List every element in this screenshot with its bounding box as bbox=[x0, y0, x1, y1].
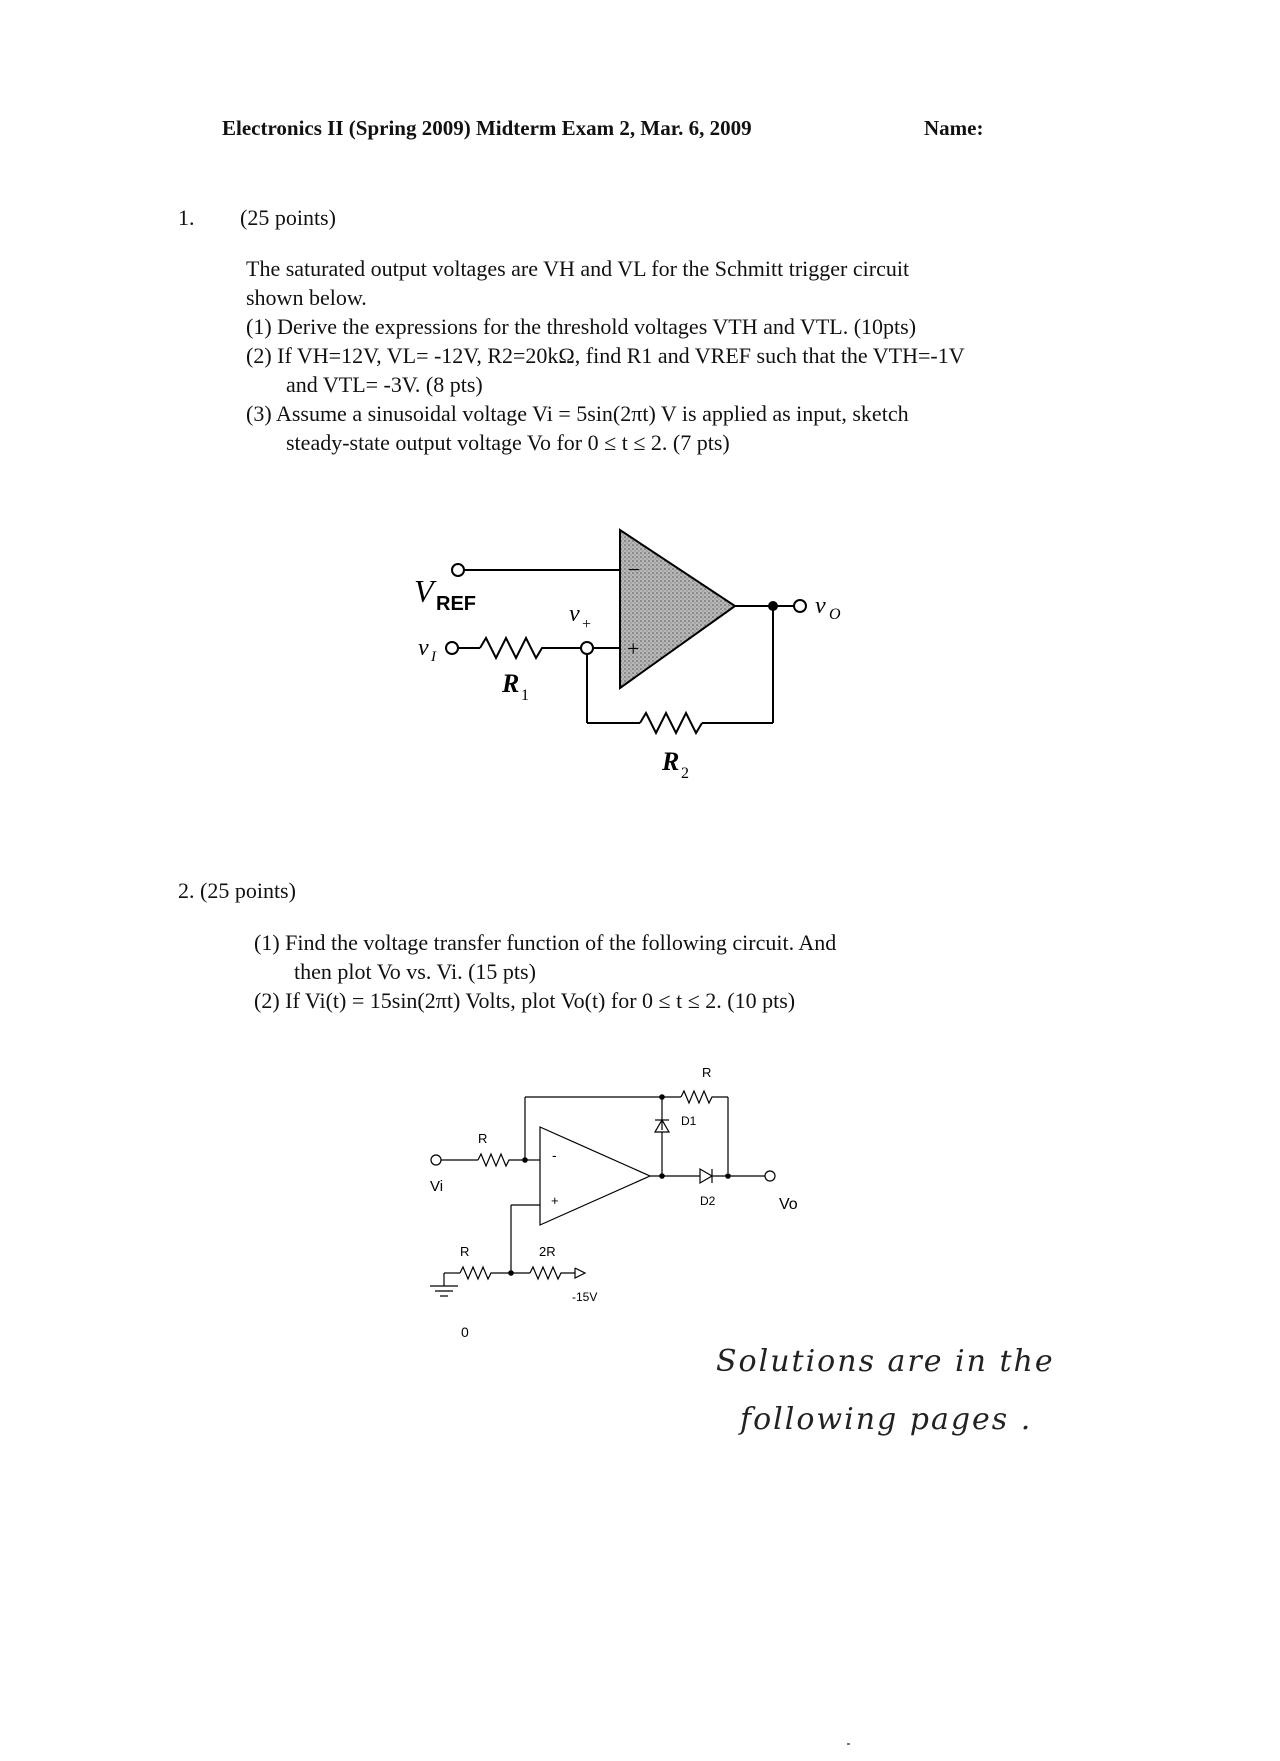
q1-number: 1. bbox=[178, 205, 195, 230]
q1-line: (1) Derive the expressions for the threshold voltages VTH and VTL. (10pts) bbox=[246, 314, 917, 339]
q1-line: shown below. bbox=[246, 285, 367, 310]
r-bottom-resistor bbox=[460, 1267, 511, 1279]
d2-label: D2 bbox=[700, 1194, 716, 1208]
vi2-label: Vi bbox=[430, 1178, 444, 1195]
r-2r-resistor bbox=[530, 1267, 575, 1279]
r2-label: R bbox=[662, 747, 680, 776]
vi-subscript: I bbox=[431, 649, 436, 665]
neg-supply-label: -15V bbox=[572, 1290, 598, 1304]
q1-line: (2) If VH=12V, VL= -12V, R2=20kΩ, find R1 and VREF such that the VTH=-1V bbox=[246, 343, 965, 368]
q2-heading: 2. (25 points) bbox=[178, 878, 296, 903]
d2-diode bbox=[700, 1169, 712, 1183]
r1-subscript: 1 bbox=[521, 687, 529, 704]
vo-subscript: O bbox=[829, 606, 841, 623]
vo-label: v bbox=[815, 593, 826, 619]
q1-points: (25 points) bbox=[240, 205, 336, 230]
exam-title: Electronics II (Spring 2009) Midterm Exam 2, Mar. 6, 2009 bbox=[222, 116, 752, 140]
r-in-label: R bbox=[478, 1131, 488, 1146]
handwritten-note-line2: following pages . bbox=[740, 1402, 1033, 1437]
vi-label: v bbox=[418, 635, 429, 661]
q2-line: (2) If Vi(t) = 15sin(2πt) Volts, plot Vo(t) for 0 ≤ t ≤ 2. (10 pts) bbox=[254, 988, 796, 1013]
opamp2-minus-sign: - bbox=[552, 1147, 557, 1163]
q1-line: and VTL= -3V. (8 pts) bbox=[286, 372, 483, 397]
vi2-terminal bbox=[431, 1155, 441, 1165]
opamp-plus-sign: + bbox=[627, 636, 640, 661]
opamp2-plus-sign: + bbox=[551, 1193, 559, 1208]
q1-line: (3) Assume a sinusoidal voltage Vi = 5sin(2πt) V is applied as input, sketch bbox=[246, 401, 909, 426]
q2-line: (1) Find the voltage transfer function of the following circuit. And bbox=[254, 930, 837, 955]
scan-speck bbox=[847, 1743, 850, 1745]
r-2r-label: 2R bbox=[539, 1244, 556, 1259]
vo2-terminal bbox=[765, 1171, 775, 1181]
r-top-label: R bbox=[702, 1065, 712, 1080]
vplus-subscript: + bbox=[582, 616, 592, 633]
opamp2-triangle bbox=[540, 1127, 650, 1225]
r1-label: R bbox=[502, 669, 520, 698]
r2-subscript: 2 bbox=[681, 765, 689, 782]
r-bottom-label: R bbox=[460, 1244, 470, 1259]
vplus-label: v bbox=[569, 601, 580, 627]
r-top-resistor bbox=[681, 1091, 728, 1103]
vo2-label: Vo bbox=[779, 1196, 798, 1213]
q1-line: steady-state output voltage Vo for 0 ≤ t ≤ 2. (7 pts) bbox=[286, 430, 730, 455]
r-in-resistor bbox=[478, 1154, 525, 1166]
vref-label: V bbox=[414, 573, 434, 609]
d1-label: D1 bbox=[681, 1114, 697, 1128]
neg-supply-arrow bbox=[575, 1268, 585, 1278]
handwritten-note-line1: Solutions are in the bbox=[716, 1344, 1055, 1379]
opamp-minus-sign: − bbox=[628, 557, 641, 582]
vref-subscript: REF bbox=[436, 593, 476, 615]
q2-line: then plot Vo vs. Vi. (15 pts) bbox=[294, 959, 536, 984]
q1-line: The saturated output voltages are VH and VL for the Schmitt trigger circuit bbox=[246, 256, 910, 281]
ground-label: 0 bbox=[461, 1324, 469, 1340]
name-label: Name: bbox=[924, 116, 984, 140]
